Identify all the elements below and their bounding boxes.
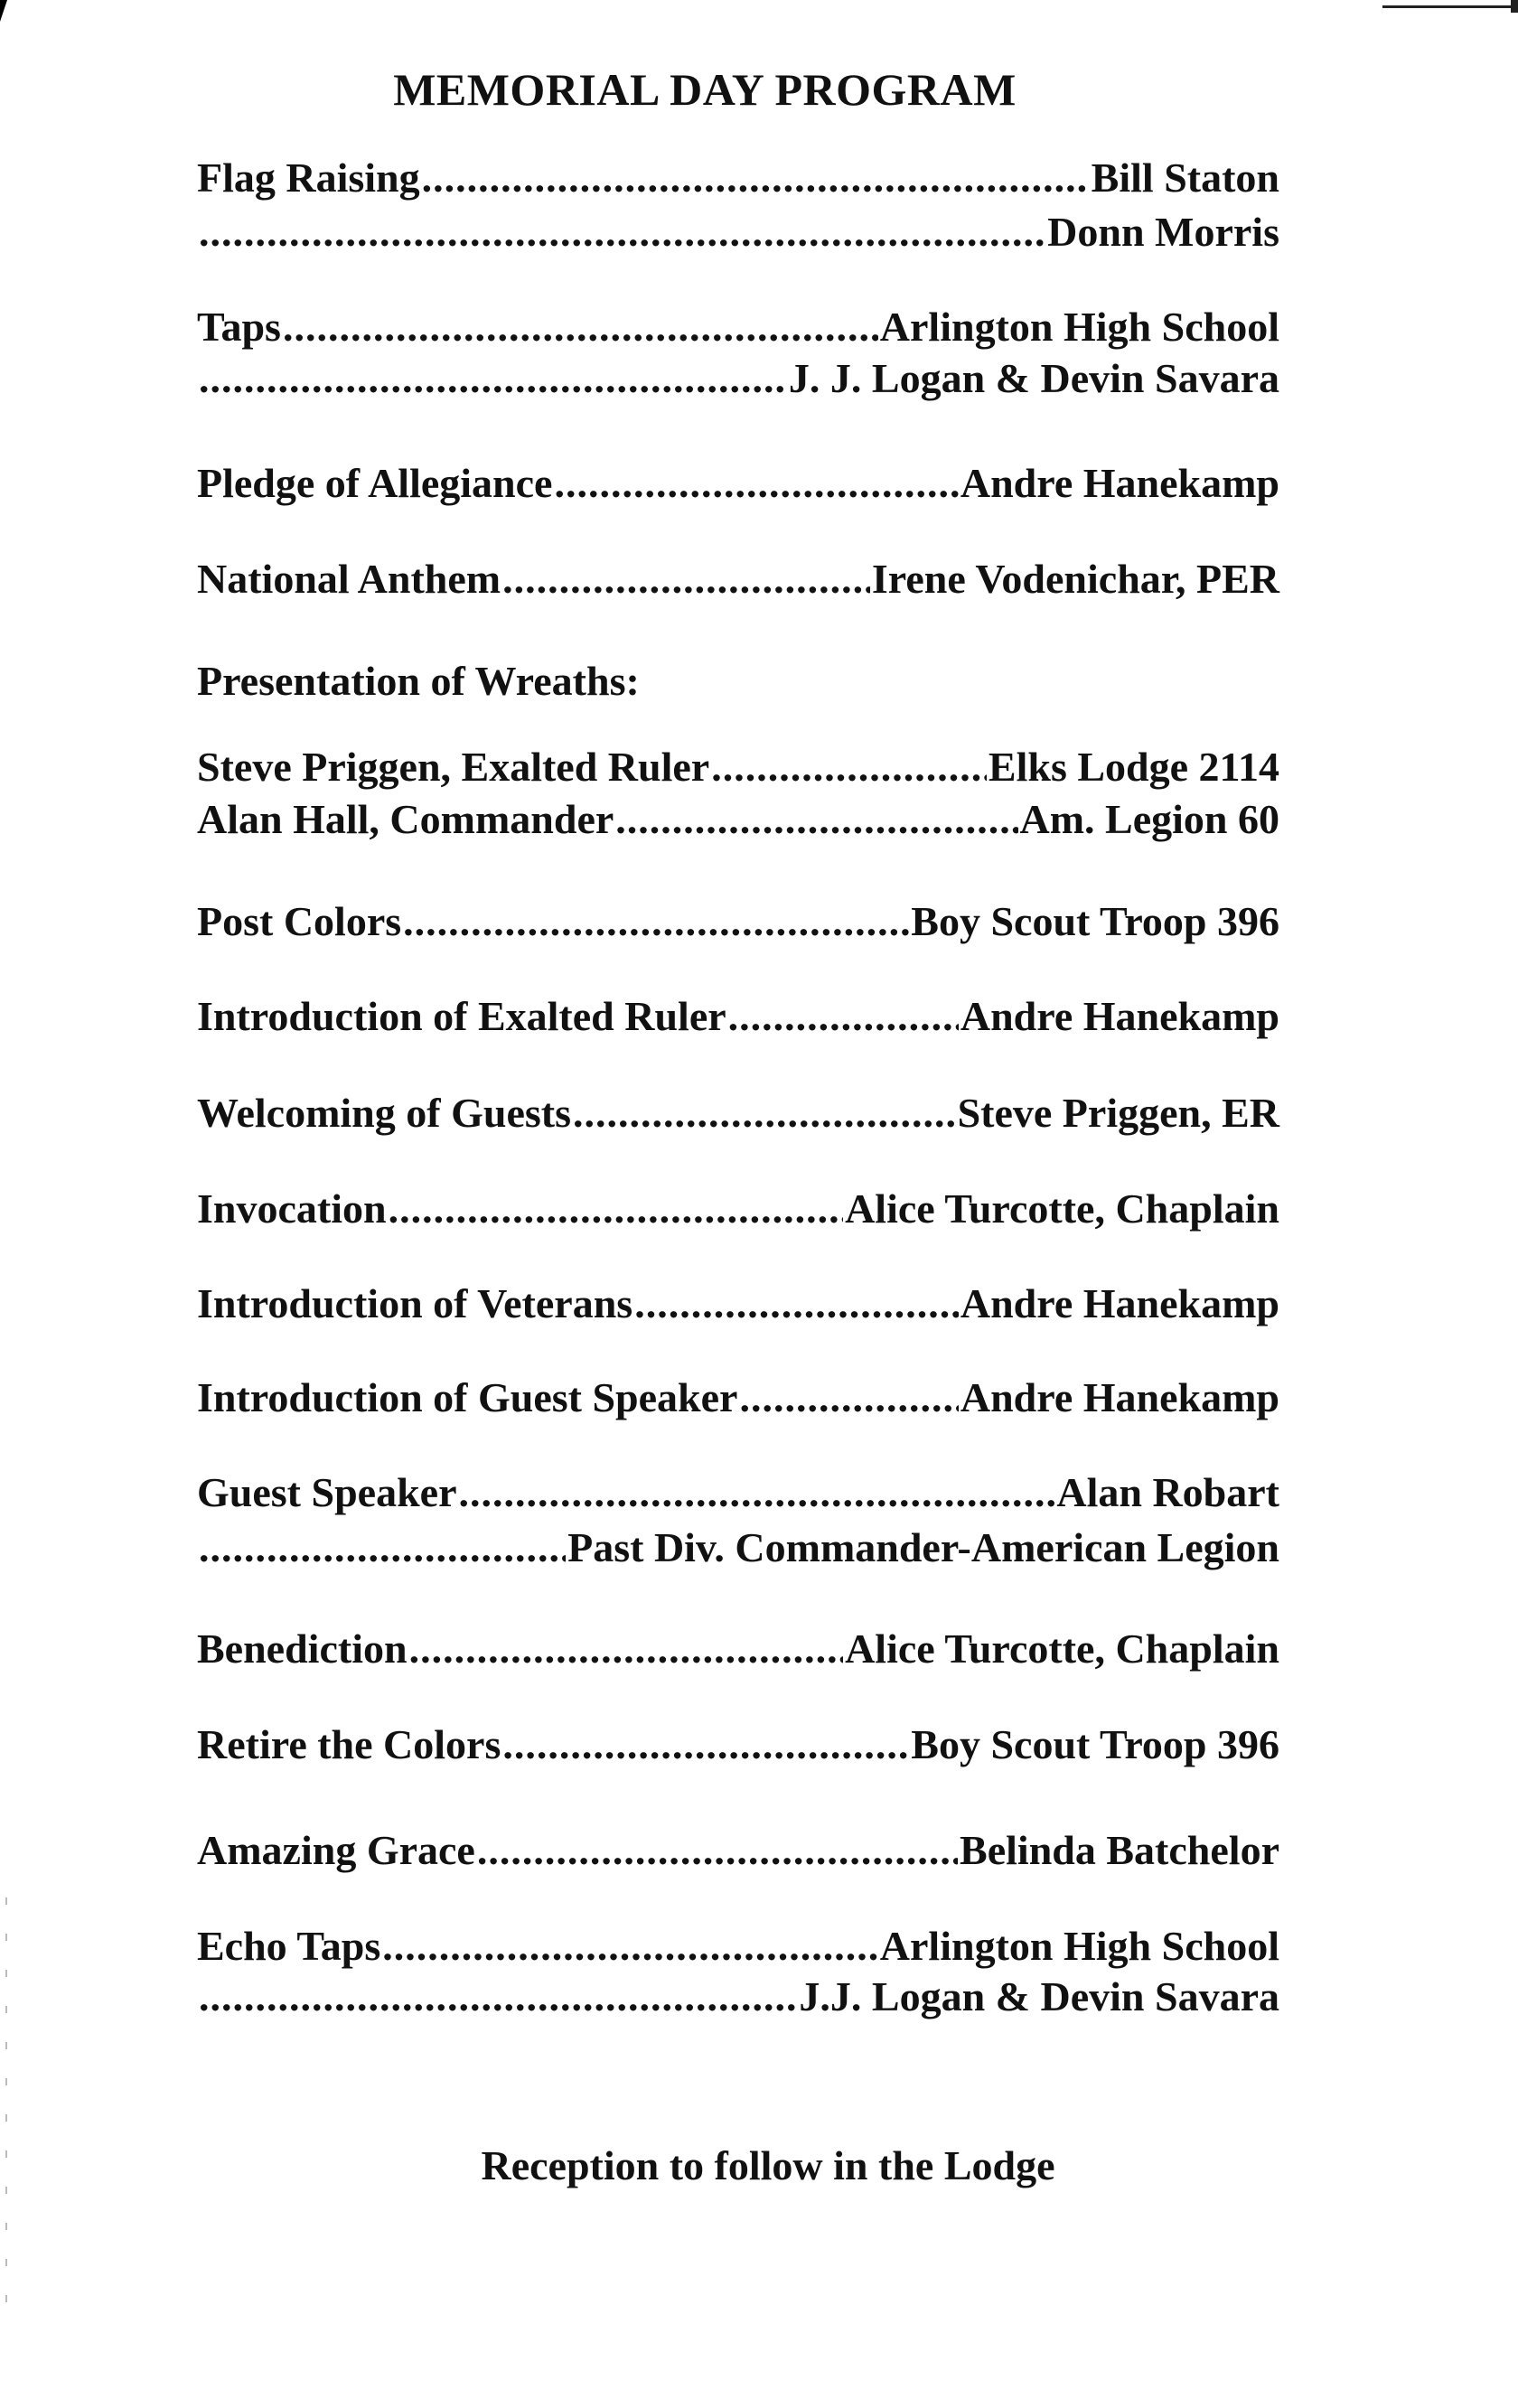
reception-note: Reception to follow in the Lodge [481, 2142, 1055, 2188]
program-item-label: Guest Speaker [197, 1469, 457, 1515]
program-item-performer: Donn Morris [1047, 209, 1279, 255]
leader-dots [403, 897, 909, 945]
program-item-label: Retire the Colors [197, 1721, 501, 1767]
program-item-label: Echo Taps [197, 1923, 381, 1969]
program-item-taps [197, 303, 1279, 357]
leader-dots [502, 1720, 909, 1768]
program-item-label: Alan Hall, Commander [197, 796, 614, 842]
leader-dots [728, 992, 959, 1040]
leader-dots [199, 354, 787, 402]
program-item-performer: Alice Turcotte, Chaplain [845, 1185, 1279, 1232]
leader-dots [739, 1373, 958, 1421]
program-item-performer: Arlington High School [879, 304, 1279, 350]
program-item-performer: Am. Legion 60 [1019, 796, 1279, 842]
program-item-intro-veterans [197, 1279, 1279, 1334]
program-item-performer: Steve Priggen, ER [957, 1090, 1279, 1136]
leader-dots [283, 303, 878, 351]
program-item-performer: Andre Hanekamp [960, 993, 1279, 1039]
program-item-benediction [197, 1625, 1279, 1679]
program-item-performer: J.J. Logan & Devin Savara [799, 1973, 1279, 2019]
section-heading: Presentation of Wreaths: [197, 658, 640, 704]
program-item-national-anthem [197, 555, 1279, 609]
program-item-amazing-grace [197, 1826, 1279, 1880]
program-item-wreath-elks [197, 743, 1279, 797]
program-item-performer: Arlington High School [879, 1923, 1279, 1969]
program-item-guest-speaker [197, 1468, 1279, 1523]
program-item-performer: Andre Hanekamp [960, 1374, 1279, 1420]
program-item-label: Introduction of Guest Speaker [197, 1374, 738, 1420]
program-item-intro-guest-speaker [197, 1373, 1279, 1428]
program-item-continuation [197, 1523, 1279, 1578]
leader-dots [409, 1625, 844, 1672]
program-item-label: Benediction [197, 1626, 408, 1672]
program-item-performer: Boy Scout Troop 396 [911, 898, 1279, 944]
program-item-performer: Andre Hanekamp [960, 460, 1279, 506]
program-item-continuation [197, 354, 1279, 408]
leader-dots [199, 208, 1045, 256]
program-item-label: Introduction of Exalted Ruler [197, 993, 726, 1039]
scan-margin-marks [5, 1897, 7, 2331]
program-item-performer: Alice Turcotte, Chaplain [845, 1626, 1279, 1672]
scan-edge-line [1382, 5, 1518, 8]
program-item-continuation [197, 208, 1279, 262]
scan-corner-mark [0, 0, 7, 22]
page-title: MEMORIAL DAY PROGRAM [393, 64, 1017, 115]
leader-dots [477, 1826, 958, 1874]
program-item-performer: Belinda Batchelor [960, 1827, 1279, 1873]
leader-dots [711, 743, 987, 791]
leader-dots [634, 1279, 959, 1327]
program-item-label: Flag Raising [197, 155, 420, 201]
program-item-invocation [197, 1185, 1279, 1239]
program-item-label: National Anthem [197, 556, 501, 602]
leader-dots [554, 459, 958, 507]
program-item-performer: Past Div. Commander-American Legion [567, 1524, 1279, 1570]
program-item-performer: J. J. Logan & Devin Savara [788, 355, 1279, 401]
leader-dots [382, 1922, 878, 1970]
leader-dots [502, 555, 870, 603]
leader-dots [199, 1972, 797, 2020]
program-item-retire-colors [197, 1720, 1279, 1775]
leader-dots [459, 1468, 1055, 1516]
leader-dots [615, 795, 1017, 843]
leader-dots [573, 1089, 956, 1137]
program-item-post-colors [197, 897, 1279, 951]
program-item-performer: Alan Robart [1056, 1469, 1279, 1515]
program-item-label: Taps [197, 304, 281, 350]
program-item-wreath-legion [197, 795, 1279, 849]
program-item-label: Amazing Grace [197, 1827, 475, 1873]
program-item-welcoming-guests [197, 1089, 1279, 1143]
program-item-label: Steve Priggen, Exalted Ruler [197, 744, 710, 790]
program-item-label: Invocation [197, 1185, 387, 1232]
program-section-wreaths [197, 657, 1279, 711]
program-item-pledge [197, 459, 1279, 513]
program-item-echo-taps [197, 1922, 1279, 1976]
program-item-performer: Irene Vodenichar, PER [871, 556, 1279, 602]
leader-dots [199, 1523, 566, 1571]
program-item-performer: Boy Scout Troop 396 [911, 1721, 1279, 1767]
program-item-intro-exalted-ruler [197, 992, 1279, 1046]
program-item-label: Pledge of Allegiance [197, 460, 553, 506]
scan-edge-mark [1511, 0, 1518, 13]
program-item-label: Introduction of Veterans [197, 1280, 633, 1326]
program-item-label: Welcoming of Guests [197, 1090, 571, 1136]
program-item-performer: Elks Lodge 2114 [988, 744, 1279, 790]
program-item-label: Post Colors [197, 898, 402, 944]
program-item-performer: Andre Hanekamp [960, 1280, 1279, 1326]
program-item-flag-raising [197, 154, 1279, 208]
leader-dots [422, 154, 1090, 201]
leader-dots [389, 1185, 843, 1232]
program-item-continuation [197, 1972, 1279, 2027]
program-item-performer: Bill Staton [1091, 155, 1279, 201]
